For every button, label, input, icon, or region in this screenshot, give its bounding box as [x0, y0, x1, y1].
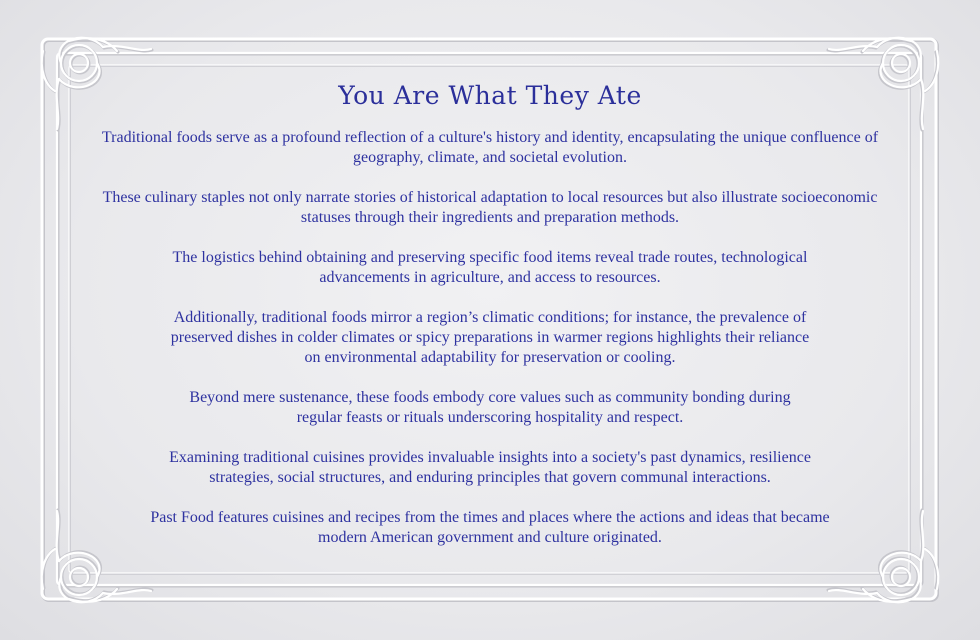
text-content [100, 78, 880, 568]
page-title: You Are What They Ate [338, 81, 642, 110]
paragraph-2: These culinary staples not only narrate stories of historical adaptation to local resources but also illustrate socioeconomic statuses through their ingredients and preparation methods. [102, 189, 878, 226]
paragraph-4: Additionally, traditional foods mirror a region’s climatic conditions; for instance, the prevalence of preserved dishes in colder climates or spicy preparations in warmer regions highlights their reliance on environmental adaptability for preservation or cooling. [170, 309, 810, 366]
paragraph-1: Traditional foods serve as a profound reflection of a culture's history and identity, encapsulating the unique confluence of geography, climate, and societal evolution. [101, 129, 879, 166]
paragraph-6: Examining traditional cuisines provides invaluable insights into a society's past dynamics, resilience strategies, social structures, and enduring principles that govern communal interactions. [169, 449, 811, 486]
paragraph-5: Beyond mere sustenance, these foods embody core values such as community bonding during regular feasts or rituals underscoring hospitality and respect. [189, 389, 791, 426]
paragraph-3: The logistics behind obtaining and preserving specific food items reveal trade routes, technological advancements in agriculture, and access to resources. [172, 249, 808, 286]
paragraph-7: Past Food features cuisines and recipes from the times and places where the actions and ideas that became modern American government and culture originated. [150, 509, 830, 546]
